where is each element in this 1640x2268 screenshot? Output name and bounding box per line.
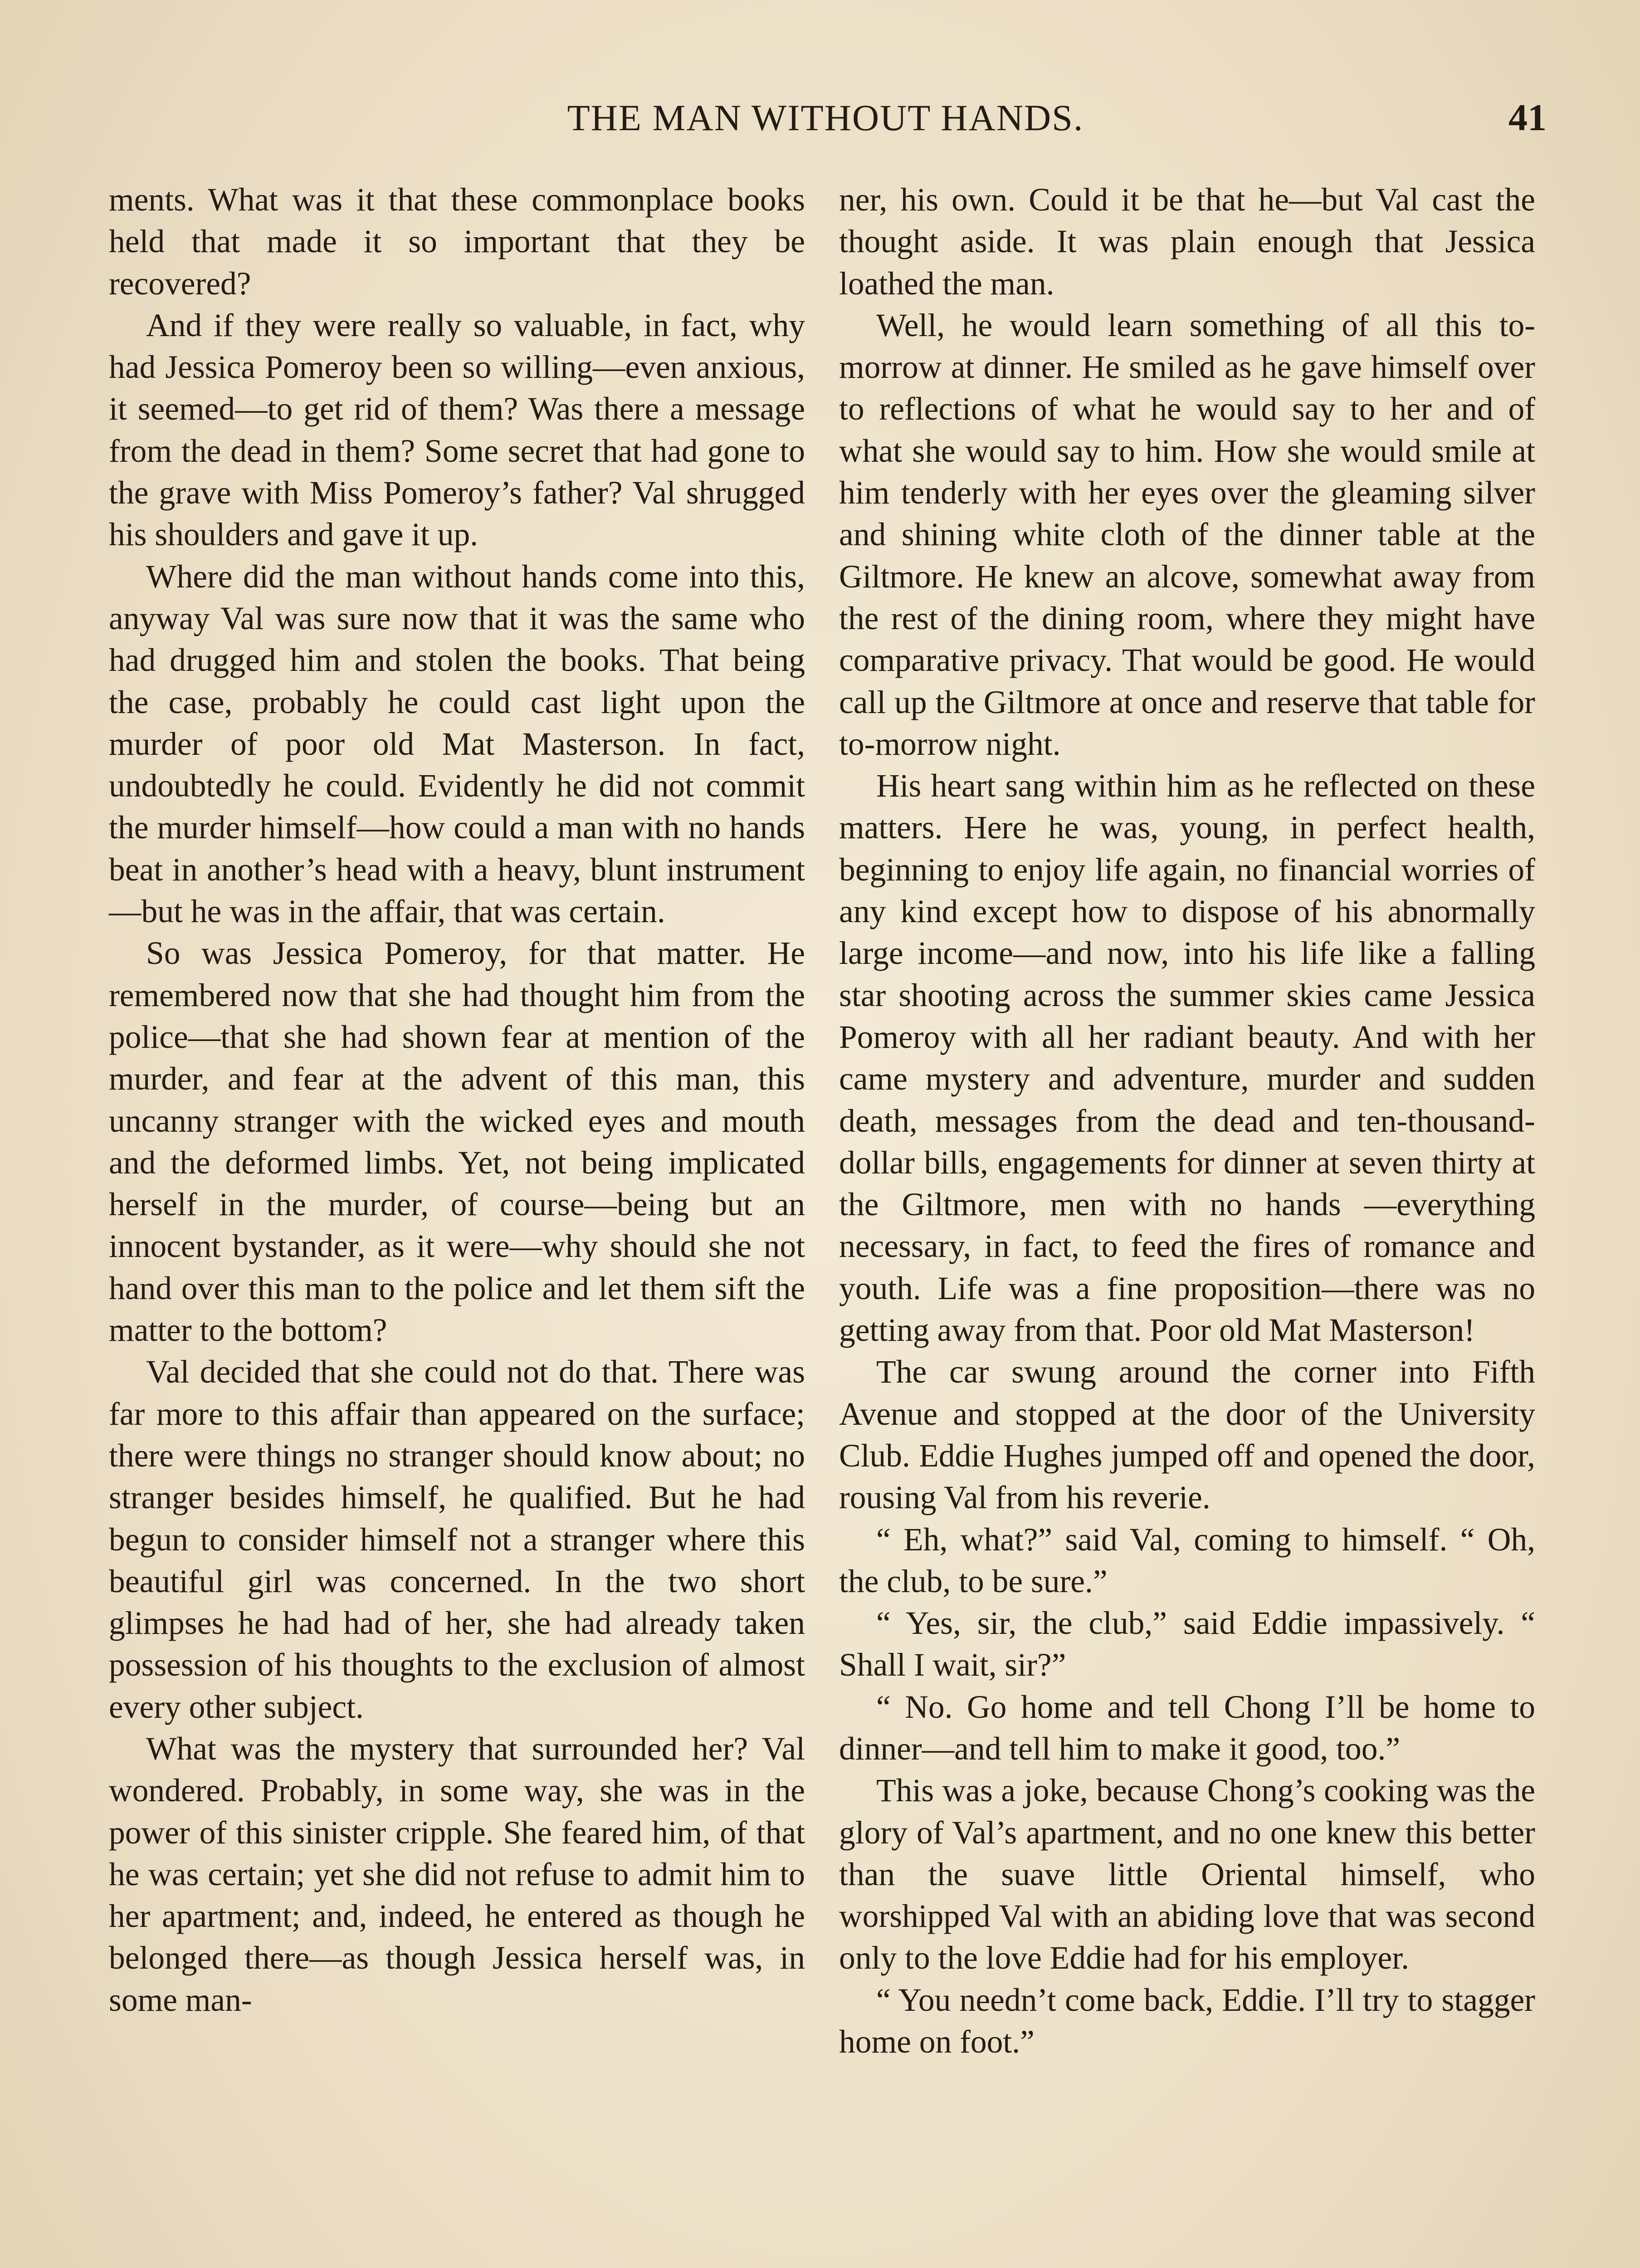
right-column bbox=[839, 179, 1535, 2063]
paragraph: This was a joke, because Chong’s cooking was the glory of Val’s apartment, and no one knew this better than the suave little Oriental himself, who worshipped Val with an abiding love that was second only to the love Eddie had for his employer. bbox=[839, 1773, 1535, 1976]
paragraph: His heart sang within him as he reflected on these matters. Here he was, young, in perfect health, beginning to enjoy life again, no financial worries of any kind except how to dispose of his abnormally large income—and now, into his life like a falling star shooting across the summer skies came Jessica Pomeroy with all her radiant beauty. And with her came mystery and adventure, murder and sudden death, messages from the dead and ten-thousand-dollar bills, engagements for dinner at seven thirty at the Giltmore, men with no hands —everything necessary, in fact, to feed the fires of romance and youth. Life was a fine proposition—there was no getting away from that. Poor old Mat Masterson! bbox=[839, 768, 1535, 1349]
running-title: THE MAN WITHOUT HANDS. bbox=[567, 97, 1084, 138]
dialogue-paragraph: “ Eh, what?” said Val, coming to himself. “ Oh, the club, to be sure.” bbox=[839, 1521, 1535, 1599]
paragraph: Well, he would learn something of all this to-morrow at dinner. He smiled as he gave himself over to reflections of what he would say to her and of what she would say to him. How she would smile at him tenderly with her eyes over the gleaming silver and shining white cloth of the dinner table at the Giltmore. He knew an alcove, somewhat away from the rest of the dining room, where they might have comparative privacy. That would be good. He would call up the Giltmore at once and reserve that table for to-morrow night. bbox=[839, 307, 1535, 762]
paragraph: What was the mystery that surrounded her? Val wondered. Probably, in some way, she was in the power of this sinister cripple. She feared him, of that he was certain; yet she did not refuse to admit him to her apartment; and, indeed, he entered as though he belonged there—as though Jessica herself was, in some man- bbox=[109, 1730, 805, 2018]
paragraph: The car swung around the corner into Fifth Avenue and stopped at the door of the University Club. Eddie Hughes jumped off and opened the door, rousing Val from his reverie. bbox=[839, 1354, 1535, 1516]
paragraph: And if they were really so valuable, in fact, why had Jessica Pomeroy been so willing—even anxious, it seemed—to get rid of them? Was there a message from the dead in them? Some secret that had gone to the grave with Miss Pomeroy’s father? Val shrugged his shoulders and gave it up. bbox=[109, 307, 805, 553]
dialogue-paragraph: “ No. Go home and tell Chong I’ll be home to dinner—and tell him to make it good, too.” bbox=[839, 1689, 1535, 1767]
page-number: 41 bbox=[1508, 97, 1547, 139]
page-header bbox=[104, 91, 1547, 145]
dialogue-paragraph: “ You needn’t come back, Eddie. I’ll try to stagger home on foot.” bbox=[839, 1982, 1535, 2060]
paragraph: ments. What was it that these commonplace books held that made it so important that they be recovered? bbox=[109, 182, 805, 302]
dialogue-paragraph: “ Yes, sir, the club,” said Eddie impassively. “ Shall I wait, sir?” bbox=[839, 1605, 1535, 1683]
paragraph: Val decided that she could not do that. There was far more to this affair than appeared on the surface; there were things no stranger should know about; no stranger besides himself, he qualified. But he had begun to consider himself not a stranger where this beautiful girl was concerned. In the two short glimpses he had had of her, she had already taken possession of his thoughts to the exclusion of almost every other subject. bbox=[109, 1354, 805, 1725]
paragraph: Where did the man without hands come into this, anyway Val was sure now that it was the same who had drugged him and stolen the books. That being the case, probably he could cast light upon the murder of poor old Mat Masterson. In fact, undoubtedly he could. Evidently he did not commit the murder himself—how could a man with no hands beat in another’s head with a heavy, blunt instrument—but he was in the affair, that was certain. bbox=[109, 558, 805, 930]
paragraph: ner, his own. Could it be that he—but Val cast the thought aside. It was plain enough that Jessica loathed the man. bbox=[839, 182, 1535, 302]
left-column bbox=[109, 179, 805, 2021]
paragraph: So was Jessica Pomeroy, for that matter. He remembered now that she had thought him from the police—that she had shown fear at mention of the murder, and fear at the advent of this man, this uncanny stranger with the wicked eyes and mouth and the deformed limbs. Yet, not being implicated herself in the murder, of course—being but an innocent bystander, as it were—why should she not hand over this man to the police and let them sift the matter to the bottom? bbox=[109, 935, 805, 1349]
